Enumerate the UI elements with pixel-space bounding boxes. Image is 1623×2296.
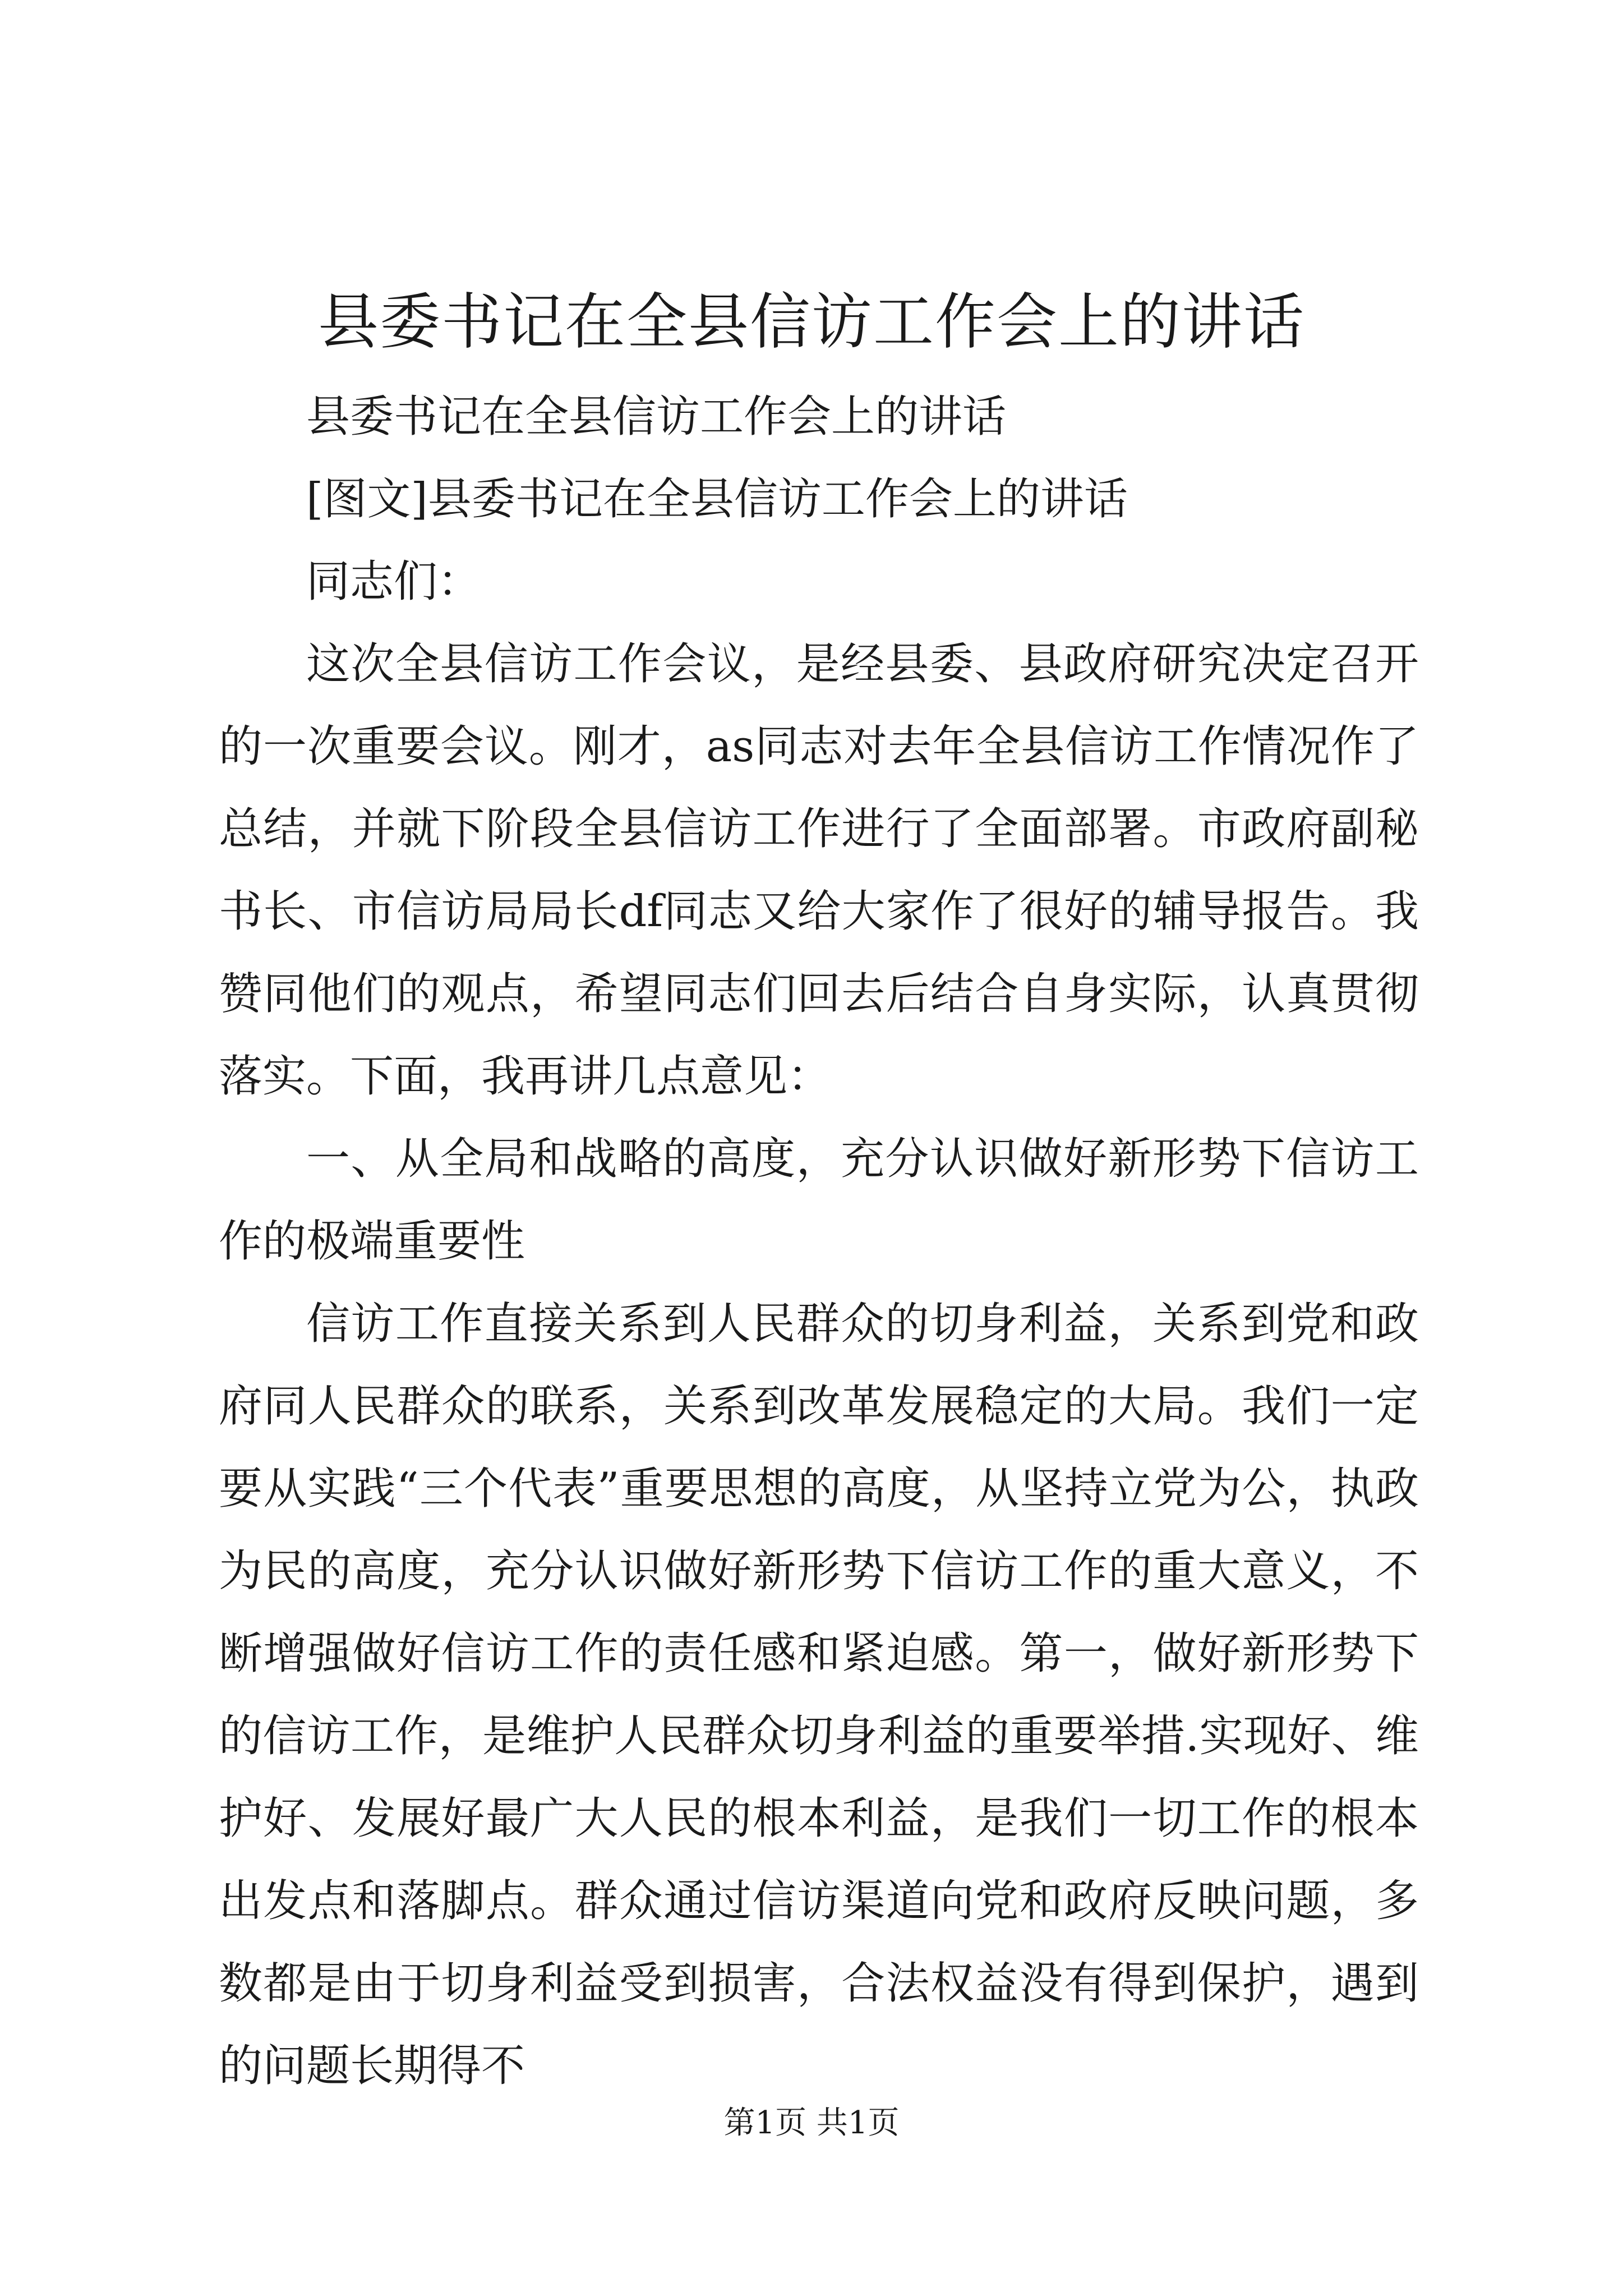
page-footer: 第1页 共1页 [723,2105,900,2141]
paragraph-intro: 这次全县信访工作会议，是经县委、县政府研究决定召开的一次重要会议。刚才，as同志对去年全县信访工作情况作了总结，并就下阶段全县信访工作进行了全面部署。市政府副秘书长、市信访局局长df同志又给大家作了很好的辅导报告。我赞同他们的观点，希望同志们回去后结合自身实际，认真贯彻落实。下面，我再讲几点意见： [219,639,1419,1102]
document-body [219,376,1419,2108]
paragraph-section-heading: 一、从全局和战略的高度，充分认识做好新形势下信访工作的极端重要性 [219,1134,1419,1267]
paragraph-body: 信访工作直接关系到人民群众的切身利益，关系到党和政府同人民群众的联系，关系到改革发展稳定的大局。我们一定要从实践“三个代表”重要思想的高度，从坚持立党为公，执政为民的高度，充分认识做好新形势下信访工作的重大意义，不断增强做好信访工作的责任感和紧迫感。第一，做好新形势下的信访工作，是维护人民群众切身利益的重要举措.实现好、维护好、发展好最广大人民的根本利益，是我们一切工作的根本出发点和落脚点。群众通过信访渠道向党和政府反映问题，多数都是由于切身利益受到损害，合法权益没有得到保护，遇到的问题长期得不 [219,1299,1419,2091]
paragraph-source: [图文]县委书记在全县信访工作会上的讲话 [306,474,1128,524]
document-title: 县委书记在全县信访工作会上的讲话 [317,287,1305,357]
paragraph-subtitle: 县委书记在全县信访工作会上的讲话 [306,392,1007,442]
paragraph-salutation: 同志们： [306,556,482,607]
